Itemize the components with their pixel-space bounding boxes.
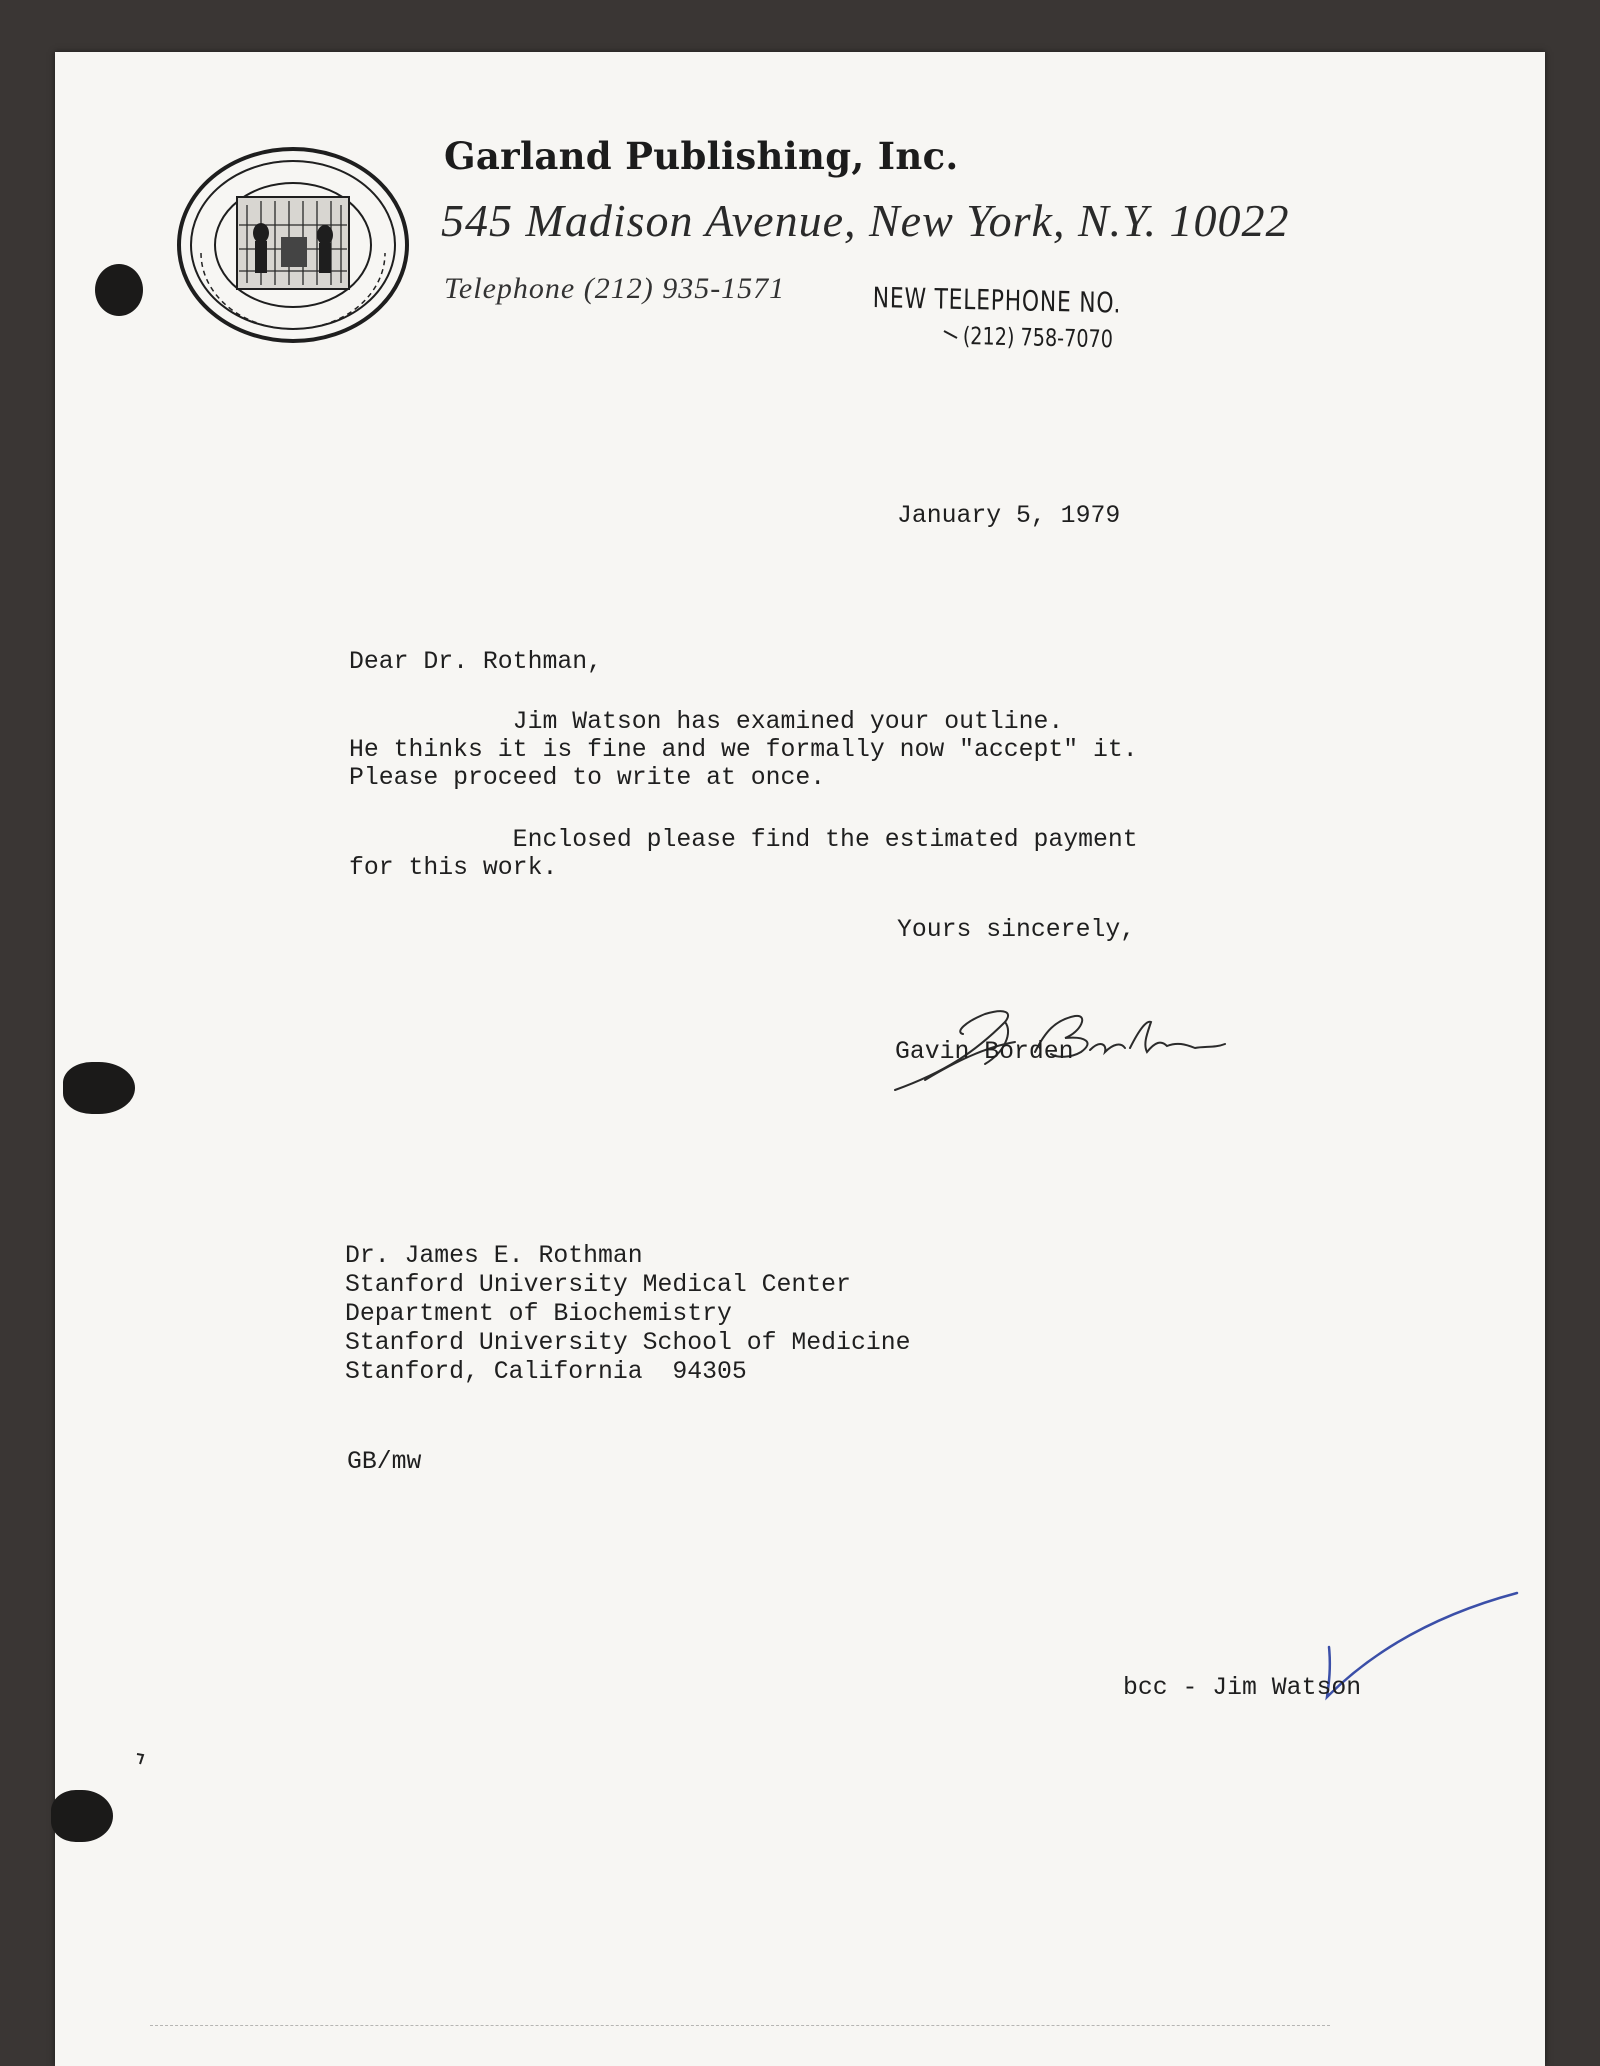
salutation: Dear Dr. Rothman, — [349, 648, 602, 676]
punch-hole-bottom — [51, 1790, 113, 1842]
pencil-mark-icon — [135, 1752, 145, 1766]
paragraph-line: Enclosed please find the estimated payment — [349, 826, 1138, 854]
new-telephone-stamp: NEW TELEPHONE NO. — [872, 281, 1122, 320]
punch-hole-top — [95, 264, 143, 316]
company-name: Garland Publishing, Inc. — [444, 134, 959, 178]
bcc-line: bcc - Jim Watson — [1123, 1674, 1362, 1702]
recipient-line: Dr. James E. Rothman — [345, 1242, 643, 1270]
company-address: 545 Madison Avenue, New York, N.Y. 10022 — [441, 195, 1290, 246]
recipient-line: Department of Biochemistry — [345, 1300, 732, 1328]
recipient-line: Stanford University Medical Center — [345, 1271, 851, 1299]
signer-name: Gavin Borden — [895, 1038, 1074, 1066]
paragraph-line: He thinks it is fine and we formally now "accept" it. — [349, 736, 1138, 764]
typist-initials: GB/mw — [347, 1448, 422, 1476]
letter-date: January 5, 1979 — [897, 502, 1121, 530]
stamp-arrow-icon — [943, 330, 959, 340]
new-telephone-number: (212) 758-7070 — [962, 322, 1114, 354]
bottom-edge-line — [150, 2025, 1330, 2026]
publisher-seal-logo — [175, 145, 411, 345]
closing: Yours sincerely, — [897, 916, 1136, 944]
paragraph-line: for this work. — [349, 854, 558, 882]
paragraph-line: Please proceed to write at once. — [349, 764, 826, 792]
paragraph-line: Jim Watson has examined your outline. — [349, 708, 1064, 736]
recipient-line: Stanford University School of Medicine — [345, 1329, 911, 1357]
company-telephone: Telephone (212) 935-1571 — [444, 272, 786, 305]
letter-page — [55, 52, 1545, 2066]
recipient-line: Stanford, California 94305 — [345, 1358, 747, 1386]
punch-hole-middle — [63, 1062, 135, 1114]
